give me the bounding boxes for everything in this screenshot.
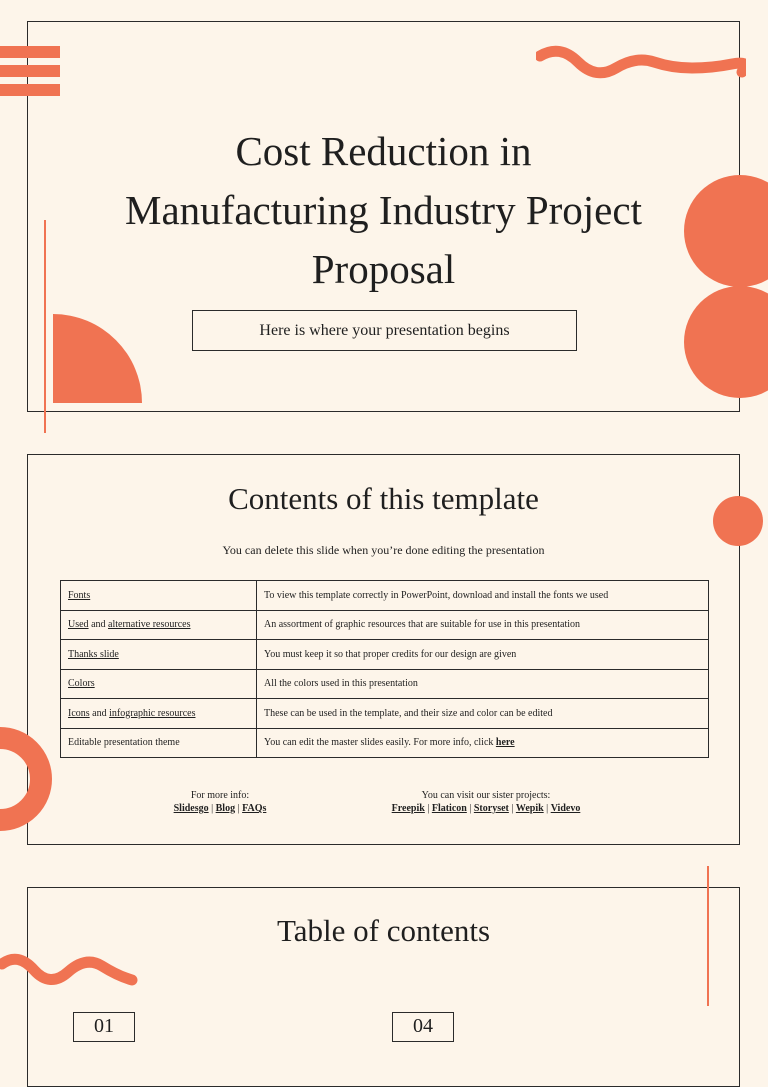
stripe-decoration xyxy=(0,46,60,58)
slide-2-title: Contents of this template xyxy=(228,481,539,516)
table-row xyxy=(61,669,709,699)
separator: | xyxy=(543,803,551,814)
separator: | xyxy=(235,803,243,814)
title-line: Manufacturing Industry Project xyxy=(125,187,642,233)
footer-links xyxy=(140,802,300,815)
toc-number: 04 xyxy=(413,1015,433,1037)
slide-1-subtitle xyxy=(192,310,577,351)
footer-sister-projects xyxy=(356,789,616,815)
wave-decoration xyxy=(536,44,746,90)
here-link[interactable]: here xyxy=(495,737,515,749)
conjunction-text: and xyxy=(89,707,110,719)
toc-number-box xyxy=(73,1012,135,1042)
videvo-link[interactable]: Videvo xyxy=(550,803,581,814)
separator: | xyxy=(466,803,474,814)
table-cell: These can be used in the template, and their size and color can be edited xyxy=(257,699,709,729)
cell-text: You can edit the master slides easily. For more info, click xyxy=(264,737,496,749)
fonts-link[interactable]: Fonts xyxy=(68,589,91,601)
wepik-link[interactable]: Wepik xyxy=(515,803,544,814)
used-link[interactable]: Used xyxy=(68,619,89,631)
stripe-decoration xyxy=(0,65,60,77)
icons-link[interactable]: Icons xyxy=(68,707,90,719)
freepik-link[interactable]: Freepik xyxy=(391,803,425,814)
table-row xyxy=(61,699,709,729)
table-cell xyxy=(257,728,709,758)
colors-link[interactable]: Colors xyxy=(68,678,95,690)
table-row xyxy=(61,610,709,640)
blog-link[interactable]: Blog xyxy=(215,803,236,814)
separator: | xyxy=(208,803,216,814)
footer-label: You can visit our sister projects: xyxy=(421,790,551,801)
footer-links xyxy=(356,802,616,815)
toc-number-box xyxy=(392,1012,454,1042)
table-cell xyxy=(61,581,257,611)
table-row xyxy=(61,640,709,670)
faqs-link[interactable]: FAQs xyxy=(242,803,267,814)
footer-more-info xyxy=(140,789,300,815)
flaticon-link[interactable]: Flaticon xyxy=(431,803,467,814)
table-cell xyxy=(61,699,257,729)
table-cell xyxy=(61,610,257,640)
slidesgo-link[interactable]: Slidesgo xyxy=(173,803,209,814)
table-row xyxy=(61,581,709,611)
table-cell xyxy=(61,640,257,670)
wave-decoration xyxy=(0,950,140,996)
contents-table xyxy=(60,580,709,758)
table-cell: You must keep it so that proper credits for our design are given xyxy=(257,640,709,670)
table-cell: An assortment of graphic resources that are suitable for use in this presentation xyxy=(257,610,709,640)
table-row xyxy=(61,728,709,758)
infographic-resources-link[interactable]: infographic resources xyxy=(109,707,196,719)
slide-2-note: You can delete this slide when you’re done editing the presentation xyxy=(222,543,545,557)
table-cell: All the colors used in this presentation xyxy=(257,669,709,699)
alternative-resources-link[interactable]: alternative resources xyxy=(108,619,191,631)
table-cell xyxy=(61,669,257,699)
storyset-link[interactable]: Storyset xyxy=(473,803,509,814)
table-cell: To view this template correctly in PowerPoint, download and install the fonts we used xyxy=(257,581,709,611)
separator: | xyxy=(424,803,432,814)
stripe-decoration xyxy=(0,84,60,96)
title-line: Cost Reduction in xyxy=(235,128,532,174)
separator: | xyxy=(508,803,516,814)
table-cell: Editable presentation theme xyxy=(61,728,257,758)
conjunction-text: and xyxy=(88,619,109,631)
title-line: Proposal xyxy=(311,246,456,292)
thanks-slide-link[interactable]: Thanks slide xyxy=(68,648,119,660)
slide-3-title: Table of contents xyxy=(276,913,491,948)
toc-number: 01 xyxy=(94,1015,114,1037)
footer-label: For more info: xyxy=(190,790,250,801)
subtitle-text: Here is where your presentation begins xyxy=(259,321,510,339)
slide-1-title xyxy=(27,122,740,299)
